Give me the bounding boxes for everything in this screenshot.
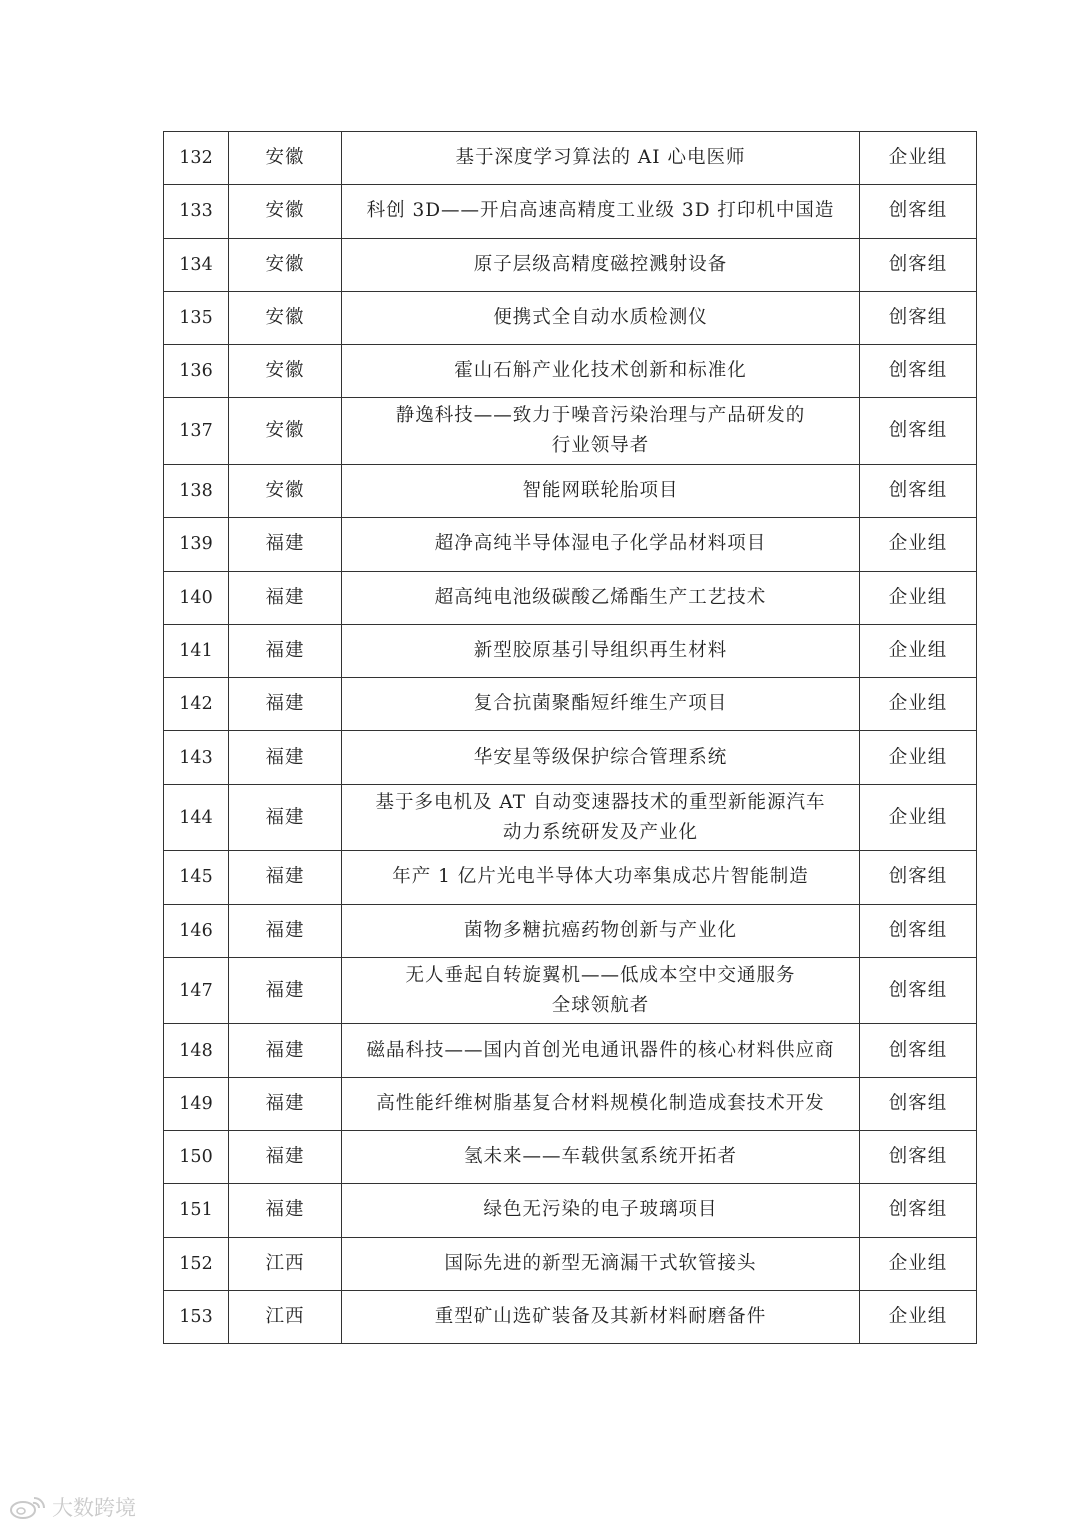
- cell-region: 福建: [229, 624, 342, 677]
- cell-group: 企业组: [860, 518, 977, 571]
- cell-project: 智能网联轮胎项目: [342, 464, 860, 517]
- cell-group: 创客组: [860, 904, 977, 957]
- table-row: [164, 464, 977, 517]
- cell-project: 科创 3D——开启高速高精度工业级 3D 打印机中国造: [342, 185, 860, 238]
- cell-region: 江西: [229, 1290, 342, 1343]
- cell-number: 144: [164, 784, 229, 851]
- cell-region: 福建: [229, 571, 342, 624]
- cell-group: 创客组: [860, 851, 977, 904]
- cell-number: 145: [164, 851, 229, 904]
- cell-number: 149: [164, 1077, 229, 1130]
- table-row: [164, 1024, 977, 1077]
- cell-group: 企业组: [860, 624, 977, 677]
- cell-group: 创客组: [860, 1077, 977, 1130]
- cell-project: 磁晶科技——国内首创光电通讯器件的核心材料供应商: [342, 1024, 860, 1077]
- cell-region: 安徽: [229, 185, 342, 238]
- watermark: [8, 1490, 136, 1524]
- table-row: [164, 398, 977, 465]
- cell-group: 创客组: [860, 957, 977, 1024]
- cell-project: [342, 398, 860, 465]
- cell-group: 创客组: [860, 1024, 977, 1077]
- cell-number: 148: [164, 1024, 229, 1077]
- table-row: [164, 1237, 977, 1290]
- cell-region: 福建: [229, 1024, 342, 1077]
- cell-region: 福建: [229, 678, 342, 731]
- cell-number: 142: [164, 678, 229, 731]
- cell-project: 基于深度学习算法的 AI 心电医师: [342, 132, 860, 185]
- cell-project: 年产 1 亿片光电半导体大功率集成芯片智能制造: [342, 851, 860, 904]
- cell-region: 福建: [229, 1184, 342, 1237]
- cell-number: 137: [164, 398, 229, 465]
- cell-region: 安徽: [229, 464, 342, 517]
- cell-region: 福建: [229, 784, 342, 851]
- table-row: [164, 291, 977, 344]
- cell-group: 企业组: [860, 571, 977, 624]
- cell-group: 创客组: [860, 398, 977, 465]
- table-row: [164, 1077, 977, 1130]
- table-row: [164, 571, 977, 624]
- cell-region: 福建: [229, 731, 342, 784]
- cell-region: 安徽: [229, 291, 342, 344]
- cell-number: 132: [164, 132, 229, 185]
- cell-group: 企业组: [860, 784, 977, 851]
- cell-project: 国际先进的新型无滴漏干式软管接头: [342, 1237, 860, 1290]
- cell-project: 华安星等级保护综合管理系统: [342, 731, 860, 784]
- cell-region: 福建: [229, 957, 342, 1024]
- cell-region: 福建: [229, 904, 342, 957]
- cell-group: 创客组: [860, 291, 977, 344]
- project-line: 动力系统研发及产业化: [502, 821, 698, 843]
- cell-group: 企业组: [860, 132, 977, 185]
- cell-region: 福建: [229, 1130, 342, 1183]
- weibo-logo-icon: [8, 1494, 48, 1520]
- cell-group: 创客组: [860, 185, 977, 238]
- cell-project: 菌物多糖抗癌药物创新与产业化: [342, 904, 860, 957]
- cell-number: 141: [164, 624, 229, 677]
- watermark-text: 大数跨境: [52, 1496, 136, 1520]
- cell-number: 135: [164, 291, 229, 344]
- cell-number: 152: [164, 1237, 229, 1290]
- cell-project: 氢未来——车载供氢系统开拓者: [342, 1130, 860, 1183]
- project-line: 无人垂起自转旋翼机——低成本空中交通服务: [405, 964, 796, 986]
- table-row: [164, 518, 977, 571]
- cell-project: 高性能纤维树脂基复合材料规模化制造成套技术开发: [342, 1077, 860, 1130]
- table-row: [164, 904, 977, 957]
- cell-region: 福建: [229, 1077, 342, 1130]
- cell-project: 复合抗菌聚酯短纤维生产项目: [342, 678, 860, 731]
- cell-project: 超高纯电池级碳酸乙烯酯生产工艺技术: [342, 571, 860, 624]
- cell-number: 151: [164, 1184, 229, 1237]
- cell-region: 安徽: [229, 132, 342, 185]
- cell-group: 创客组: [860, 345, 977, 398]
- table-row: [164, 851, 977, 904]
- cell-number: 140: [164, 571, 229, 624]
- cell-region: 安徽: [229, 238, 342, 291]
- table-row: [164, 784, 977, 851]
- cell-number: 134: [164, 238, 229, 291]
- project-line: 基于多电机及 AT 自动变速器技术的重型新能源汽车: [375, 791, 826, 813]
- cell-number: 133: [164, 185, 229, 238]
- cell-project: 绿色无污染的电子玻璃项目: [342, 1184, 860, 1237]
- cell-number: 138: [164, 464, 229, 517]
- table-row: [164, 1184, 977, 1237]
- cell-number: 153: [164, 1290, 229, 1343]
- project-line: 全球领航者: [551, 994, 650, 1016]
- cell-project: 超净高纯半导体湿电子化学品材料项目: [342, 518, 860, 571]
- table-row: [164, 624, 977, 677]
- cell-region: 安徽: [229, 398, 342, 465]
- cell-region: 福建: [229, 851, 342, 904]
- cell-region: 江西: [229, 1237, 342, 1290]
- cell-number: 136: [164, 345, 229, 398]
- project-line: 行业领导者: [551, 435, 650, 457]
- table-row: [164, 957, 977, 1024]
- cell-group: 企业组: [860, 678, 977, 731]
- cell-project: [342, 784, 860, 851]
- cell-project: 重型矿山选矿装备及其新材料耐磨备件: [342, 1290, 860, 1343]
- cell-region: 安徽: [229, 345, 342, 398]
- cell-project: 新型胶原基引导组织再生材料: [342, 624, 860, 677]
- cell-group: 创客组: [860, 1130, 977, 1183]
- table-row: [164, 731, 977, 784]
- table-row: [164, 132, 977, 185]
- cell-group: 企业组: [860, 1237, 977, 1290]
- cell-group: 创客组: [860, 1184, 977, 1237]
- table-row: [164, 238, 977, 291]
- table-row: [164, 678, 977, 731]
- cell-group: 创客组: [860, 464, 977, 517]
- cell-project: 原子层级高精度磁控溅射设备: [342, 238, 860, 291]
- cell-number: 143: [164, 731, 229, 784]
- cell-number: 147: [164, 957, 229, 1024]
- cell-number: 146: [164, 904, 229, 957]
- cell-project: 便携式全自动水质检测仪: [342, 291, 860, 344]
- cell-group: 企业组: [860, 731, 977, 784]
- cell-number: 139: [164, 518, 229, 571]
- cell-project: 霍山石斛产业化技术创新和标准化: [342, 345, 860, 398]
- cell-group: 创客组: [860, 238, 977, 291]
- table-row: [164, 345, 977, 398]
- project-table: [163, 131, 977, 1344]
- cell-region: 福建: [229, 518, 342, 571]
- table-row: [164, 1290, 977, 1343]
- cell-group: 企业组: [860, 1290, 977, 1343]
- cell-project: [342, 957, 860, 1024]
- table-row: [164, 185, 977, 238]
- project-line: 静逸科技——致力于噪音污染治理与产品研发的: [395, 405, 806, 427]
- table-row: [164, 1130, 977, 1183]
- cell-number: 150: [164, 1130, 229, 1183]
